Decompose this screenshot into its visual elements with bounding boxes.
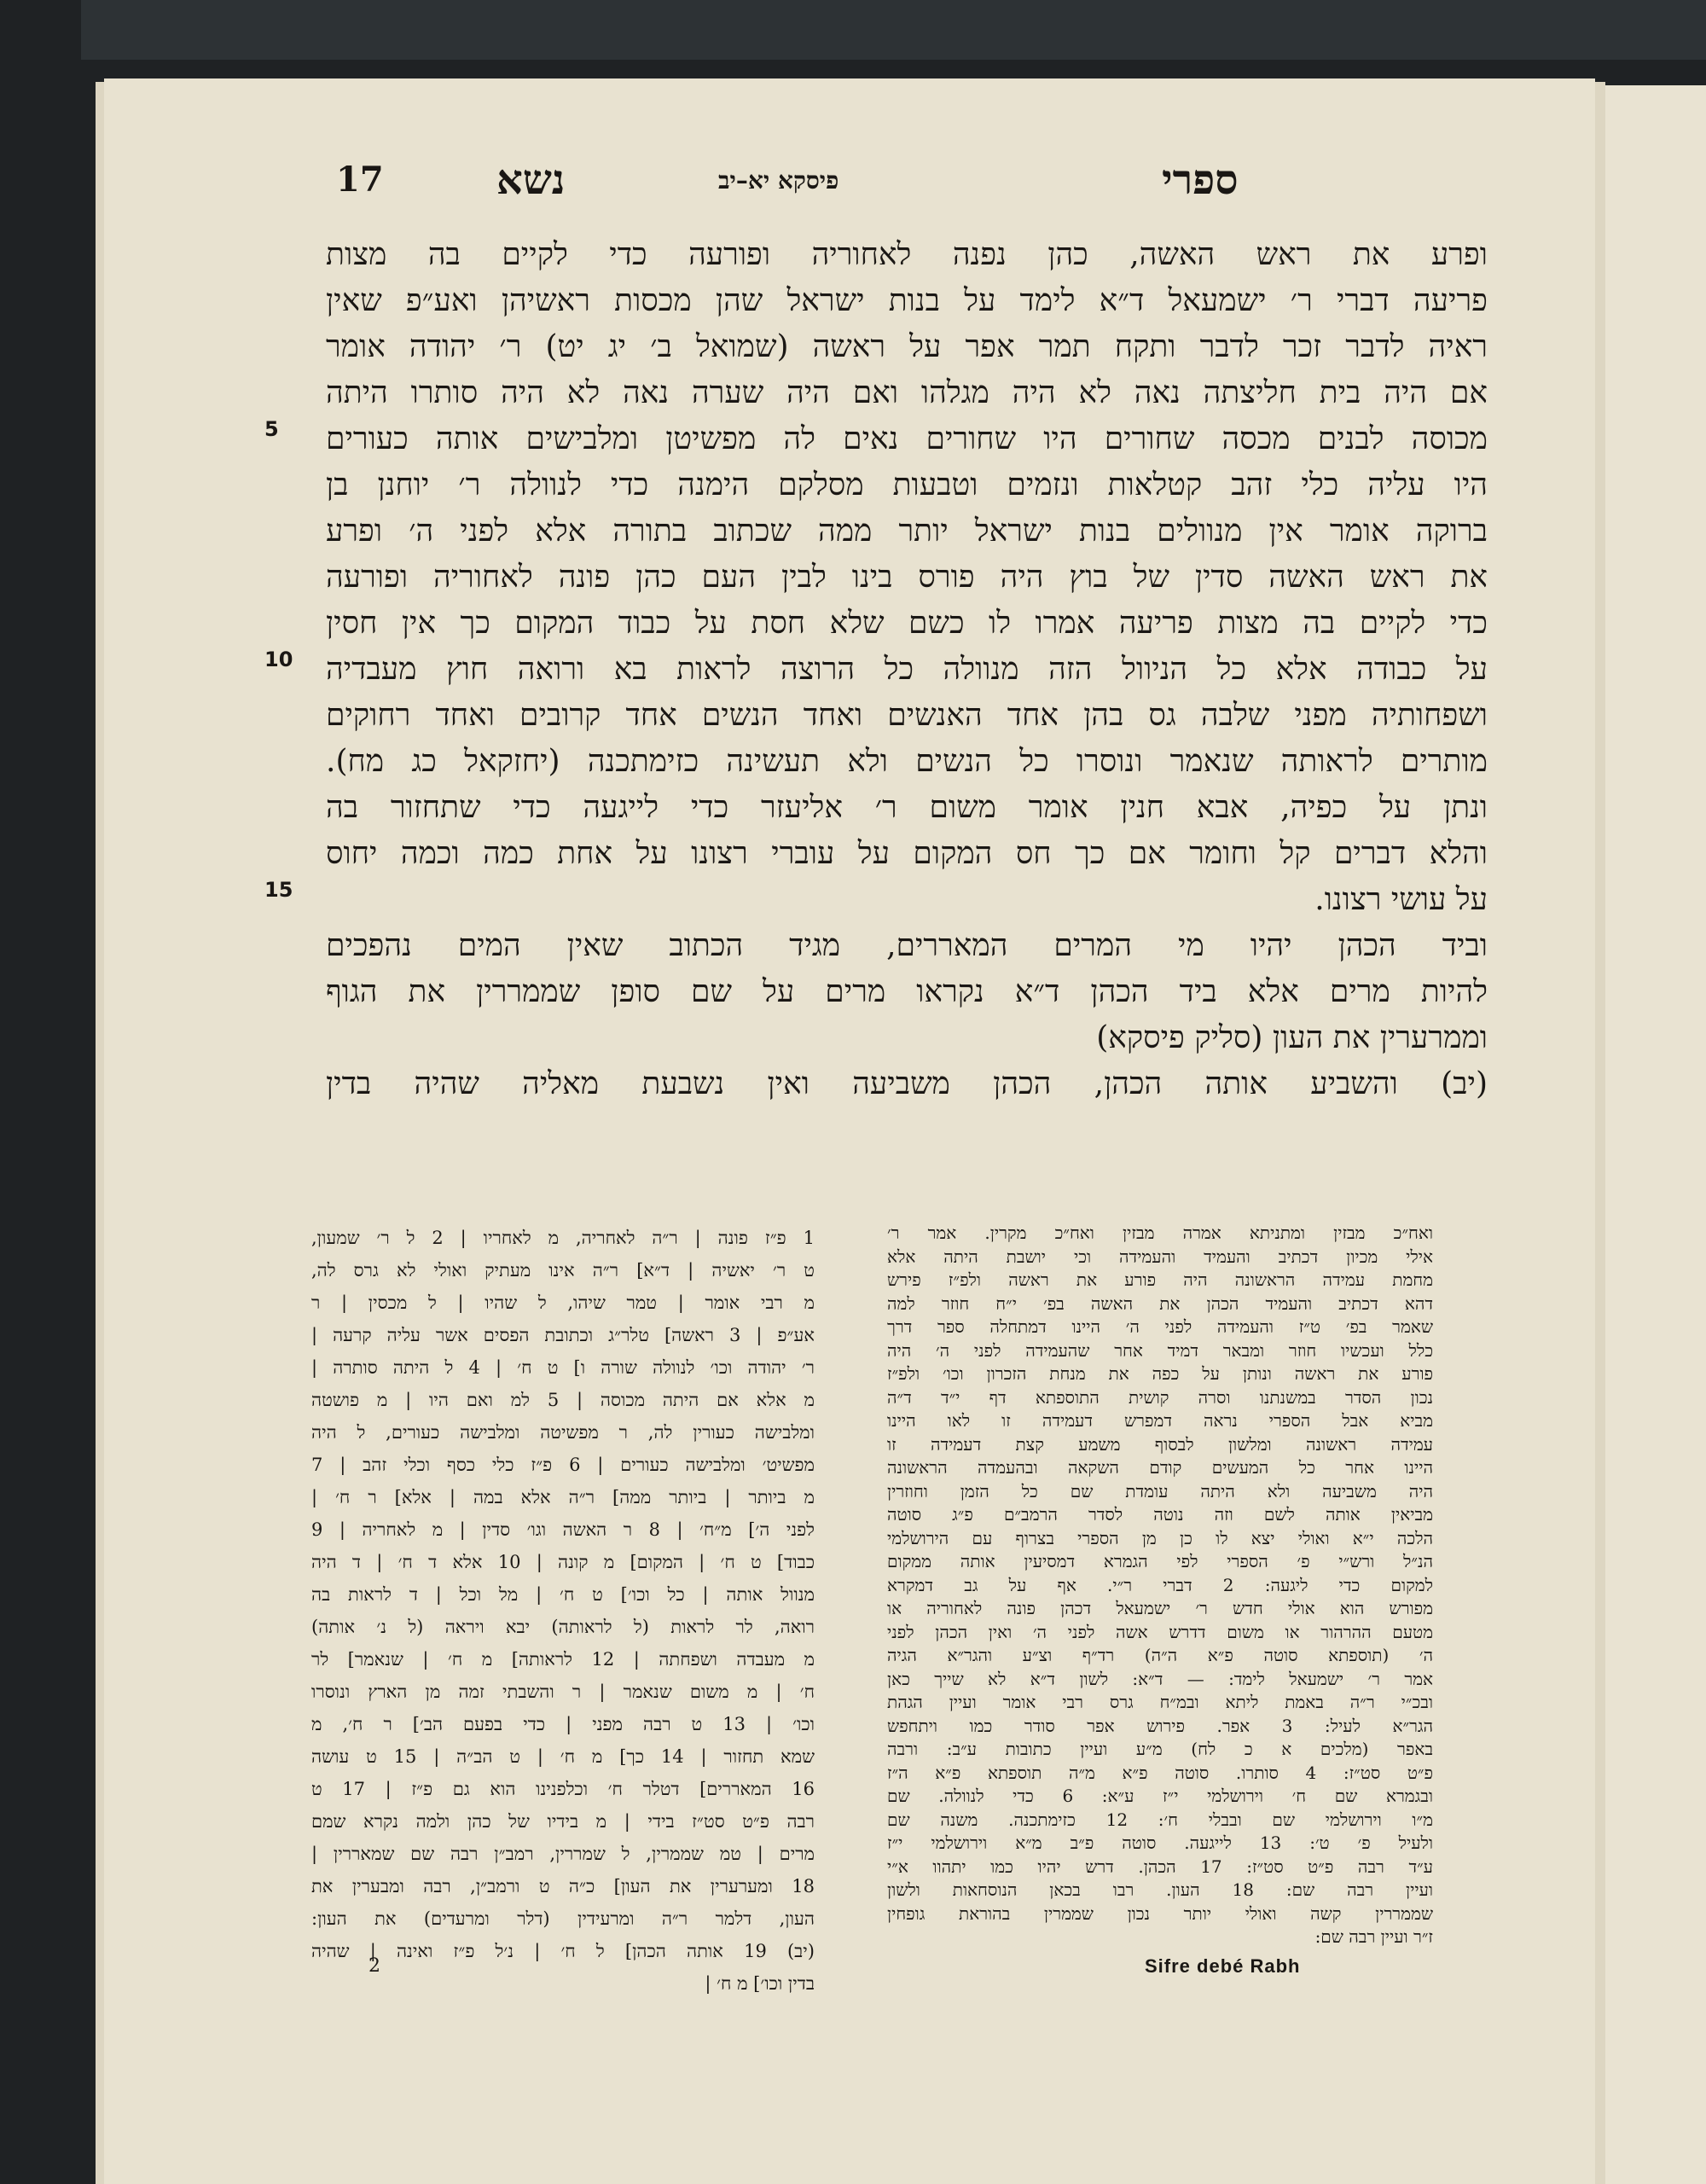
variant-line: רואה, לר לראות (ל לראותה) יבא ויראה (ל נ׳ אותה)	[311, 1617, 815, 1637]
header-parasha: נשא	[496, 156, 566, 204]
variant-line: מנוול אותה | כל וכו׳] ט ח׳ | מל וכל | ד לראות בה	[311, 1584, 815, 1605]
text-line: פריעה דברי ר׳ ישמעאל ד״א לימד על בנות ישראל שהן מכסות ראשיהן ואע״פ שאין	[326, 283, 1488, 318]
variant-line: מ רבי אומר | טמר שיהו, ל שהיו | ל מכסין | ר	[311, 1292, 815, 1313]
note-line: מביא אבל הספרי נראה דמפרש דעמידה זו לאו היינו	[887, 1410, 1433, 1431]
header-piska: פיסקא יא–יב	[718, 166, 839, 195]
text-line: וממרערין את העון (סליק פיסקא)	[1096, 1020, 1488, 1055]
note-line: עמידה ראשונה ומלשון לבסוף משמע קצת דעמידה זו	[887, 1433, 1433, 1455]
note-line: מ״ו וירושלמי שם ובבלי ח׳: 12 כזימתכנה. משנה שם	[887, 1809, 1433, 1830]
line-number: 15	[264, 878, 293, 902]
variant-line: 16 המאררים] דטלר ח׳ וכלפנינו הוא גם פ״ז | 17 ט	[311, 1779, 815, 1799]
variant-line: לפני ה׳] מ״ח׳ | 8 ר האשה וגו׳ סדין | מ לאחריה | 9	[311, 1519, 815, 1540]
text-line: על עושי רצונו.	[1314, 882, 1488, 917]
variant-readings	[311, 1222, 815, 2000]
variant-line: 18 ומערערין את העון] כ״ה ט ורמב״ן, רבה ומבערין את	[311, 1876, 815, 1896]
line-number: 5	[264, 417, 279, 441]
note-line: שאמר בפ׳ ט״ז והעמידה לפני ה׳ היינו דמתחלה ספר דרך	[887, 1316, 1433, 1337]
note-line: היה משביעה ולא היתה עומדת שם כל הזמן וחוזרין	[887, 1480, 1433, 1502]
text-line: על כבודה אלא כל הניוול הזה מנוולה כל הרוצה לראות בא ורואה חוץ מעבדיה	[326, 652, 1488, 687]
note-line: אילי מכיון דכתיב והעמיד והעמידה וכי יושבת היתה אלא	[887, 1246, 1433, 1267]
text-line: והלא דברים קל וחומר אם כך חס המקום על עוברי רצונו על אחת כמה וכמה יחוס	[326, 836, 1488, 871]
variant-line: רבה פ״ט סט״ז בידי | מ בידיו של כהן ולמה נקרא שמם	[311, 1811, 815, 1832]
line-number: 10	[264, 648, 293, 671]
signature-number: 2	[368, 1955, 380, 1977]
variant-line: שמא תחזור | 14 כך] מ ח׳ | ט הב״ה | 15 ט עושה	[311, 1746, 815, 1767]
running-header	[104, 156, 1595, 228]
note-line: פ״ט סט״ז: 4 סותרו. סוטה פ״א מ״ה תוספתא פ״א ה״ז	[887, 1762, 1433, 1783]
text-line: כדי לקיים בה מצות פריעה אמרו לו כשם שלא חסת על כבוד המקום כך אין חסין	[326, 606, 1488, 641]
note-line: ע״ד רבה פ״ט סט״ז: 17 הכהן. דרש יהיו כמו יתהוו א״י	[887, 1856, 1433, 1877]
text-line: היו עליה כלי זהב קטלאות ונזמים וטבעות מסלקם הימנה כדי לנוולה ר׳ יוחנן בן	[326, 468, 1488, 502]
text-line: ראיה לדבר זכר לדבר ותקח תמר אפר על ראשה (שמואל ב׳ יג יט) ר׳ יהודה אומר	[326, 329, 1488, 364]
text-line: מותרים לראותה שנאמר ונוסרו כל הנשים ולא תעשינה כזימתכנה (יחזקאל כג מח).	[326, 744, 1488, 779]
note-line: ובגמרא שם ח׳ וירושלמי י״ז ע״א: 6 כדי לנוולה. שם	[887, 1786, 1433, 1806]
variant-line: אע״פ | 3 ראשה] טלר״ג וכתובת הפסים אשר עליה קרעה |	[311, 1325, 815, 1345]
note-line: נכון הסדר במשנתנו וסרה קושית התוספתא דף י״ד ד״ה	[887, 1386, 1433, 1408]
book-page	[104, 78, 1595, 2184]
book-signature: Sifre debé Rabh	[1145, 1955, 1301, 1977]
text-line: אם היה בית חליצתה נאה לא היה מגלהו ואם היה שערה נאה לא היה סותרו היתה	[326, 375, 1488, 410]
main-text-block	[326, 232, 1488, 1107]
variant-line: מפשיט׳ ומלבישה כעורים | 6 פ״ז כלי כסף וכלי זהב | 7	[311, 1455, 815, 1475]
commentary-notes	[887, 1222, 1433, 1949]
variant-line: מ ביותר | ביותר ממה] ר״ה אלא במה | אלא] ר ח׳ |	[311, 1487, 815, 1507]
note-line: דהא דכתיב והעמיד הכהן את האשה בפ׳ י״ח חוזר למה	[887, 1292, 1433, 1314]
variant-line: 1 פ״ז פונה | ר״ה לאחריה, מ לאחריו | 2 ל ר׳ שמעון,	[311, 1228, 815, 1248]
note-line: מפורש הוא אולי חדש ר׳ ישמעאל דכהן פונה לאחוריה או	[887, 1598, 1433, 1618]
note-line: באפר (מלכים א כ לח) מ״ע ועיין כתובות ע״ב: ורבה	[887, 1739, 1433, 1759]
variant-line: (יב) 19 אותה הכהן] ל ח׳ | נ׳ל פ״ז ואינה | שהיה	[311, 1941, 815, 1961]
variant-line: מ אלא אם היתה מכוסה | 5 למ ואם היו | מ פושטה	[311, 1390, 815, 1410]
header-book-title: ספרי	[1162, 156, 1239, 204]
note-line: כלל ועכשיו חוזר ומבאר דמיד אחר שהעמידה לפני ה׳ היה	[887, 1339, 1433, 1361]
next-page-edge	[1602, 85, 1706, 2184]
note-line: ואח״כ מבזין ומתניתא אמרה מבזין ואח״כ מקרין. אמר ר׳	[887, 1223, 1433, 1243]
page-number: 17	[336, 160, 384, 200]
variant-line: מרים | טמ שממרין, ל שמררין, רמב״ן רבה שם שמאררין |	[311, 1844, 815, 1864]
variant-line: מ מעבדה ושפחתה | 12 לראותה] מ ח׳ | שנאמר] לר	[311, 1649, 815, 1670]
variant-line: ר׳ יהודה וכו׳ לנוולה שורה ו] ט ח׳ | 4 ל היתה סותרה |	[311, 1357, 815, 1378]
note-line: הגר״א לעיל: 3 אפר. פירוש אפר סודר כמו ויתחפש	[887, 1715, 1433, 1736]
text-line: ושפחותיה מפני שלבה גס בהן אחד האנשים ואחד הנשים אחד קרובים ואחד רחוקים	[326, 698, 1488, 733]
variant-line: וכו׳ | 13 ט רבה מפני | כדי בפעם הב׳] ר ח׳, מ	[311, 1714, 815, 1734]
note-line: ובכ״י ר״ה באמת ליתא ובמ״ח גרס רבי אומר ועיין הגהת	[887, 1692, 1433, 1712]
variant-line: בדין וכו׳] מ ח׳ |	[705, 1973, 815, 1994]
note-line: למקום כדי ליגעה: 2 דברי ר״י. אף על גב דמקרא	[887, 1574, 1433, 1595]
note-line: הנ״ל ורש״י פ׳ הספרי לפי הגמרא דמסיעין אותה ממקום	[887, 1551, 1433, 1571]
note-line: ה׳ (תוספתא סוטה פ״א ה״ה) רד״ף וצ״ע והגר״א הגיה	[887, 1645, 1433, 1665]
note-line: ועיין רבה שם: 18 העון. רבו בכאן הנוסחאות ולשון	[887, 1879, 1433, 1900]
text-line: ברוקה אומר אין מנוולים בנות ישראל יותר ממה שכתוב בתורה אלא לפני ה׳ ופרע	[326, 514, 1488, 549]
book-binding-top	[81, 0, 1706, 60]
variant-line: ט ר׳ יאשיה | ד״א] ר״ה אינו מעתיק ואולי לא גרס לה,	[311, 1260, 815, 1281]
variant-line: כבוד] ט ח׳ | המקום] מ קונה | 10 אלא ד ח׳ | ד היה	[311, 1552, 815, 1572]
note-line: מחמת עמידה הראשונה היה פורע את ראשה ולפ״ז פירש	[887, 1269, 1433, 1290]
note-line: שממררין קשה ואולי יותר נכון שממרין בהוראת גופחין	[887, 1902, 1433, 1924]
text-line: וביד הכהן יהיו מי המרים המאררים, מגיד הכתוב שאין המים נהפכים	[326, 928, 1488, 963]
variant-line: ומלבישה כעורין לה, ר מפשיטה ומלבישה כעורים, ל היה	[311, 1422, 815, 1443]
text-line: (יב) והשביע אותה הכהן, הכהן משביעה ואין נשבעת מאליה שהיה בדין	[326, 1066, 1488, 1101]
variant-line: העון, דלמר ר״ה ומרעידין (דלר ומרעדים) את העון:	[311, 1908, 815, 1929]
note-line: מביאין אותה לשם וזה נוטה לסדר הרמב״ם פ״ג סוטה	[887, 1504, 1433, 1525]
note-line: הלכה י״א ואולי יצא לו כן מן הספרי בצרוף עם הירושלמי	[887, 1527, 1433, 1548]
text-line: ונתן על כפיה, אבא חנין אומר משום ר׳ אליעזר כדי לייגעה כדי שתחזור בה	[326, 790, 1488, 825]
text-line: להיות מרים אלא ביד הכהן ד״א נקראו מרים על שם סופן שממררין את הגוף	[326, 974, 1488, 1009]
note-line: מטעם ההרהור או משום דדרש אשה לפני ה׳ ואין הכהן לפני	[887, 1621, 1433, 1642]
note-line: ז״ר ועיין רבה שם:	[1314, 1926, 1433, 1947]
text-line: את ראש האשה סדין של בוץ היה פורס בינו לבין העם כהן פונה לאחוריה ופורעה	[326, 560, 1488, 595]
note-line: אמר ר׳ ישמעאל לימד: — ד״א: לשון ד״א לא שייך כאן	[887, 1668, 1433, 1689]
note-line: היינו אחר כל המעשים קודם השקאה ובהעמדה הראשונה	[887, 1457, 1433, 1478]
text-line: ופרע את ראש האשה, כהן נפנה לאחוריה ופורעה כדי לקיים בה מצות	[326, 237, 1488, 272]
variant-line: ח׳ | מ משום שנאמר | ר והשבתי זמה מן הארץ ונוסרו	[311, 1682, 815, 1702]
note-line: פורע את ראשה ונותן על כפה את מנחת הזכרון וכו׳ ולפ״ז	[887, 1363, 1433, 1384]
note-line: ולעיל פ׳ ט׳: 13 לייגעה. סוטה פ״ב מ״א וירושלמי י״ז	[887, 1833, 1433, 1853]
text-line: מכוסה לבנים מכסה שחורים היו שחורים נאים לה מפשיטן ומלבישים אותה כעורים	[326, 421, 1488, 456]
